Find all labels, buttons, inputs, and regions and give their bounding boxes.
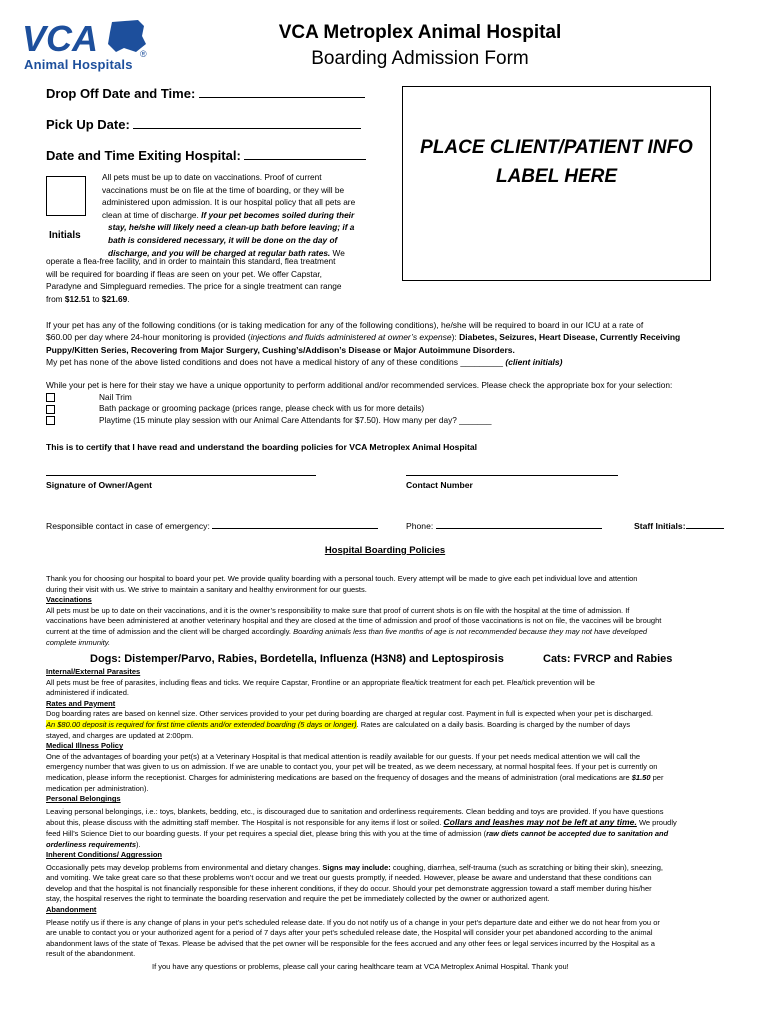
signature-label: Signature of Owner/Agent	[46, 480, 152, 490]
section-heading: Inherent Conditions/ Aggression	[46, 850, 162, 860]
vacc-line: All pets must be up to date on vaccinations. Proof of current	[102, 172, 322, 182]
playtime-checkbox[interactable]	[46, 416, 55, 425]
policy-text: Dog boarding rates are based on kennel size. Other services provided to your pet during boarding are charged at regular cost. Payment in full is expected when your pet is discharged.	[46, 709, 654, 719]
section-heading: Internal/External Parasites	[46, 667, 141, 676]
services-intro: While your pet is here for their stay we have a unique opportunity to perform additional and/or recommended services. Please check the appropriate box for your selection:	[46, 380, 673, 390]
policy-text: complete immunity.	[46, 637, 111, 647]
service-option-playtime	[46, 415, 736, 427]
icu-line: My pet has none of the above listed conditions and does not have a medical history of any of these conditions _________ (client initials)	[46, 357, 563, 368]
icu-line: If your pet has any of the following conditions (or is taking medication for any of the following conditions), he/she will be required to board in our ICU at a rate of	[46, 320, 644, 330]
label-box-line2: LABEL HERE	[495, 166, 618, 187]
phone-line[interactable]	[436, 519, 602, 529]
flea-line: from $12.51 to $21.69.	[46, 293, 130, 304]
page-title: VCA Metroplex Animal Hospital	[278, 22, 562, 43]
policy-text: orderliness requirements).	[46, 839, 141, 849]
staff-initials-field	[634, 519, 724, 531]
phone-label: Phone:	[406, 521, 436, 531]
policy-text: One of the advantages of boarding your pet(s) at a Veterinary Hospital is that medical attention is readily available for our guests. If your pet needs medical attention we will call the	[46, 751, 641, 761]
services-section	[46, 380, 736, 426]
policies-title: Hospital Boarding Policies	[324, 545, 446, 556]
service-label: Playtime (15 minute play session with our Animal Care Attendants for $7.50). How many per day? _______	[99, 414, 492, 425]
service-label: Nail Trim	[99, 391, 132, 402]
section-heading: Rates and Payment	[46, 698, 116, 708]
staff-initials-label: Staff Initials:	[634, 521, 686, 531]
policy-text: feed Hill’s Science Diet to our boarding guests. If your pet requires a special diet, please bring this with you at the time of admission (raw diets cannot be accepted due to sanitation and	[46, 828, 669, 838]
contact-label: Contact Number	[406, 480, 473, 490]
service-option-bath	[46, 403, 736, 415]
policy-text: about this, please discuss with the admitting staff member. The Hospital is not responsible for any items if lost or soiled. Collars and leashes may not be left at any time. We proudly	[46, 817, 677, 828]
policy-text: and vomiting. We take great care so that these problems won’t occur and we treat our guests promptly, if needed. However, please be aware and understand that these conditions can	[46, 873, 652, 883]
vacc-line: administered upon admission. It is our hospital policy that all pets are	[102, 197, 356, 208]
vacc-line: discharge, and you will be charged at regular bath rates. We	[108, 247, 345, 258]
policy-text: Thank you for choosing our hospital to board your pet. We provide quality boarding with a personal touch. Every attempt will be made to give each pet individual love and attention	[46, 574, 638, 583]
flea-line: operate a flea-free facility, and in order to maintain this standard, flea treatment	[46, 256, 336, 266]
section-heading: Personal Belongings	[46, 794, 121, 804]
emergency-label: Responsible contact in case of emergency:	[46, 521, 213, 531]
policy-text: abandonment laws of the state of Texas. Please be advised that the pet owner will be responsible for the fees accrued and any other fees or legal services incurred by the Hospital as a	[46, 938, 655, 948]
bath-checkbox[interactable]	[46, 405, 55, 414]
policy-text: medication per administration).	[46, 783, 149, 793]
logo-subtitle: Animal Hospitals	[24, 57, 133, 72]
pick-up-line[interactable]	[133, 115, 361, 129]
policies-body	[46, 574, 736, 648]
initials-label: Initials	[49, 230, 81, 241]
staff-initials-line[interactable]	[686, 519, 724, 529]
policy-text: medication, please inform the receptionist. Charges for administering medications are based on the frequency of dosages and the means of administration (oral medications are $1.50 per	[46, 772, 664, 782]
initials-box[interactable]	[46, 176, 86, 216]
policy-text: stayed, and charges are updated at 2:00pm.	[46, 730, 194, 740]
policy-text: Occasionally pets may develop problems from environmental and dietary changes. Signs may include: coughing, diarrhea, self-trauma (such as scratching or biting their skin), sneezing,	[46, 862, 663, 872]
section-heading: Abandonment	[46, 905, 97, 915]
policy-text: stay, the hospital reserves the right to terminate the boarding reservation and require the pet be immediately collected by the owner or authorized agent.	[46, 894, 550, 904]
exiting-label: Date and Time Exiting Hospital:	[46, 148, 241, 163]
vaccination-notice	[102, 171, 382, 259]
vacc-line: vaccinations must be on file at the time of boarding, or they will be	[102, 184, 345, 195]
vacc-line: stay, he/she will likely need a clean-up bath before leaving; if a	[108, 222, 355, 233]
flea-line: will be required for boarding if fleas are seen on your pet. We offer Capstar,	[46, 268, 322, 279]
policy-text: An $80.00 deposit is required for first time clients and/or extended boarding (5 days or longer). Rates are calculated on a daily basis. Boarding is charged by the number of days	[46, 719, 631, 729]
policies-body-2	[46, 667, 736, 973]
emergency-field	[46, 519, 378, 531]
policy-text: vaccinations have been administered at another veterinary hospital and they are closed at the time of admission and proof of those vaccinations is not on file, the vaccines will be brought	[46, 616, 662, 626]
drop-off-field	[46, 84, 365, 101]
certify-statement: This is to certify that I have read and understand the boarding policies for VCA Metroplex Animal Hospital	[46, 442, 478, 452]
page-subtitle: Boarding Admission Form	[311, 48, 529, 69]
policy-text: result of the abandonment.	[46, 949, 136, 959]
service-label: Bath package or grooming package (prices range, please check with us for more details)	[99, 403, 425, 414]
policy-text: are unable to contact you or your authorized agent for a period of 7 days after your pet’s scheduled release date, the Hospital will consider your pet abandoned according to the animal	[46, 928, 653, 938]
flea-notice	[46, 255, 386, 305]
section-heading: Vaccinations	[46, 595, 92, 605]
icu-line: Puppy/Kitten Series, Recovering from Major Surgery, Cushing’s/Addison’s Disease or Major Autoimmune Disorders.	[46, 344, 515, 355]
cat-vaccines: Cats: FVRCP and Rabies	[543, 653, 673, 665]
dog-vaccines: Dogs: Distemper/Parvo, Rabies, Bordetella, Influenza (H3N8) and Leptospirosis	[90, 653, 504, 665]
phone-field	[406, 519, 602, 531]
policy-text: Please notify us if there is any change of plans in your pet’s scheduled release date. If you do not notify us of a change in your pet’s departure date and either we do not hear from you or	[46, 917, 660, 927]
emergency-line[interactable]	[212, 519, 378, 529]
policy-text: administered if indicated.	[46, 688, 129, 698]
exiting-line[interactable]	[244, 146, 366, 160]
policy-text: All pets must be free of parasites, including fleas and ticks. We require Capstar, Frontline or an appropriate flea/tick treatment for each pet. Flea/tick prevention will be	[46, 677, 595, 687]
policy-text: emergency number that was given to us on admission. If we are unable to contact you, your pet will be treated, as we deem necessary, at normal hospital fees. If your pet is currently on	[46, 762, 658, 772]
drop-off-label: Drop Off Date and Time:	[46, 86, 196, 101]
patient-label-box	[402, 86, 711, 281]
pick-up-label: Pick Up Date:	[46, 117, 130, 132]
policy-text: Leaving personal belongings, i.e.: toys, blankets, bedding, etc., is discouraged due to sanitation and orderliness requirements. Clean bedding and toys are provided. If you have questions	[46, 806, 664, 816]
icu-line: $60.00 per day where 24-hour monitoring is provided (injections and fluids administered at owner’s expense): Diabetes, Seizures, Heart Disease, Currently Receiving	[46, 332, 681, 343]
policy-text: during their visit with us. We strive to maintain a sanitary and healthy environment for our guests.	[46, 584, 367, 594]
pick-up-field	[46, 115, 361, 132]
contact-line[interactable]	[406, 475, 618, 476]
signature-line[interactable]	[46, 475, 316, 476]
icu-notice	[46, 319, 736, 369]
policy-text: current at the time of admission and the client will be charged accordingly. Boarding animals less than five months of age is not recommended because they may not have developed	[46, 626, 648, 636]
policy-text: develop and that the hospital is not financially responsible for these inherent conditions, if they do occur. Should your pet demonstrate aggression toward a staff member during his/her	[46, 883, 652, 893]
nail-trim-checkbox[interactable]	[46, 393, 55, 402]
flea-line: Paradyne and Simpleguard remedies. The price for a single treatment can range	[46, 281, 342, 292]
service-option-nail-trim	[46, 392, 736, 404]
section-heading: Medical Illness Policy	[46, 741, 124, 751]
label-box-line1: PLACE CLIENT/PATIENT INFO	[420, 137, 693, 158]
logo-brand-text: VCA	[22, 18, 99, 58]
closing-text: If you have any questions or problems, please call your caring healthcare team at VCA Metroplex Animal Hospital. Thank you!	[152, 962, 569, 972]
policy-text: All pets must be up to date on their vaccinations, and it is the owner’s responsibility to make sure that proof of current shots is on file with the hospital at the time of admission. If	[46, 605, 630, 615]
drop-off-line[interactable]	[199, 84, 365, 98]
logo-registered: ®	[140, 49, 147, 58]
vacc-line: bath is considered necessary, it will be done on the day of	[108, 234, 338, 245]
vacc-line: clean at time of discharge. If your pet becomes soiled during their	[102, 209, 355, 220]
exiting-field	[46, 146, 366, 163]
